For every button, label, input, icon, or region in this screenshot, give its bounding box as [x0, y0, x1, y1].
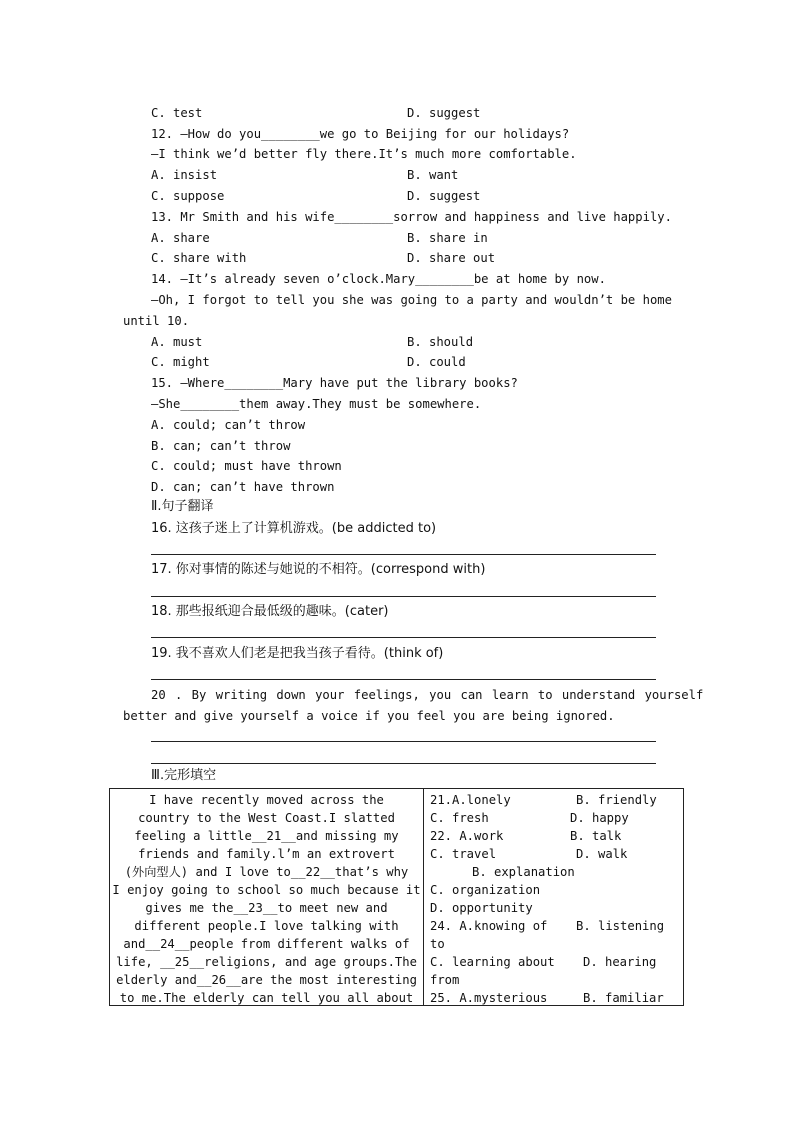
q18-prompt: 18. 那些报纸迎合最低级的趣味。(cater) [151, 604, 389, 619]
option-23d[interactable]: D. opportunity [430, 901, 533, 915]
passage-line: and__24__people from different walks of [123, 937, 410, 951]
q14-option-d: D. could [407, 355, 466, 369]
passage-line: (外向型人) and I love to__22__that’s why [124, 865, 409, 879]
passage-line: elderly and__26__are the most interesting [116, 973, 417, 987]
option-25a[interactable]: 25. A.mysterious [430, 991, 548, 1005]
option-21b[interactable]: B. friendly [576, 793, 657, 807]
q13-option-d: D. share out [407, 251, 496, 265]
passage-line: I enjoy going to school so much because it [112, 883, 421, 897]
option-24d-cont: from [430, 973, 460, 987]
passage-line: gives me the__23__to meet new and [145, 901, 388, 915]
option-24a[interactable]: 24. A.knowing of [430, 919, 548, 933]
q12-option-c: C. suppose [151, 189, 225, 203]
q20-prompt-line2: better and give yourself a voice if you feel you are being ignored. [123, 709, 615, 723]
q12-reply: —I think we’d better fly there.It’s much more comfortable. [151, 147, 577, 161]
q13-option-a: A. share [151, 231, 210, 245]
passage-line: I have recently moved across the [149, 793, 384, 807]
option-23c[interactable]: C. organization [430, 883, 541, 897]
q20-answer-line2[interactable] [151, 763, 656, 764]
cloze-table [109, 788, 684, 1006]
q12-stem: 12. —How do you________we go to Beijing for our holidays? [151, 127, 570, 141]
option-24d[interactable]: D. hearing [583, 955, 657, 969]
passage-line: feeling a little__21__and missing my [134, 829, 399, 843]
q15-option-c: C. could; must have thrown [151, 459, 342, 473]
option-21d[interactable]: D. happy [570, 811, 629, 825]
option-21c[interactable]: C. fresh [430, 811, 489, 825]
option-21a[interactable]: 21.A.lonely [430, 793, 511, 807]
q14-option-a: A. must [151, 335, 203, 349]
q13-stem: 13. Mr Smith and his wife________sorrow and happiness and live happily. [151, 210, 672, 224]
section2-title: Ⅱ.句子翻译 [151, 499, 214, 514]
q11-option-d: D. suggest [407, 106, 481, 120]
option-22a[interactable]: 22. A.work [430, 829, 504, 843]
q14-reply-line2: until 10. [123, 314, 190, 328]
q14-option-c: C. might [151, 355, 210, 369]
section3-title: Ⅲ.完形填空 [151, 768, 217, 783]
q17-answer-line[interactable] [151, 596, 656, 597]
passage-line: friends and family.l’m an extrovert [138, 847, 395, 861]
passage-line: different people.I love talking with [134, 919, 399, 933]
option-24c[interactable]: C. learning about [430, 955, 555, 969]
q12-option-a: A. insist [151, 168, 218, 182]
q15-reply: —She________them away.They must be somewhere. [151, 397, 482, 411]
option-25b[interactable]: B. familiar [583, 991, 664, 1005]
option-22c[interactable]: C. travel [430, 847, 497, 861]
cloze-column-divider [423, 789, 424, 1005]
option-23b[interactable]: B. explanation [472, 865, 575, 879]
q12-option-b: B. want [407, 168, 459, 182]
q20-prompt-line1: 20 . By writing down your feelings, you can learn to understand yourself [151, 688, 704, 702]
q14-reply-line1: —Oh, I forgot to tell you she was going to a party and wouldn’t be home [151, 293, 672, 307]
passage-line: country to the West Coast.I slatted [138, 811, 395, 825]
q19-answer-line[interactable] [151, 679, 656, 680]
option-24b-cont: to [430, 937, 445, 951]
q11-option-c: C. test [151, 106, 203, 120]
option-22d[interactable]: D. walk [576, 847, 628, 861]
q12-option-d: D. suggest [407, 189, 481, 203]
q14-option-b: B. should [407, 335, 474, 349]
passage-line: life, __25__religions, and age groups.The [116, 955, 417, 969]
q17-prompt: 17. 你对事情的陈述与她说的不相符。(correspond with) [151, 562, 486, 577]
q20-answer-line1[interactable] [151, 741, 656, 742]
q16-answer-line[interactable] [151, 554, 656, 555]
q14-stem: 14. —It’s already seven o’clock.Mary________be at home by now. [151, 272, 606, 286]
passage-line: to me.The elderly can tell you all about [119, 991, 414, 1005]
q15-option-d: D. can; can’t have thrown [151, 480, 335, 494]
q15-option-a: A. could; can’t throw [151, 418, 306, 432]
q15-stem: 15. —Where________Mary have put the library books? [151, 376, 518, 390]
option-22b[interactable]: B. talk [570, 829, 622, 843]
option-24b[interactable]: B. listening [576, 919, 665, 933]
q13-option-c: C. share with [151, 251, 247, 265]
q13-option-b: B. share in [407, 231, 488, 245]
q18-answer-line[interactable] [151, 637, 656, 638]
q15-option-b: B. can; can’t throw [151, 439, 291, 453]
q16-prompt: 16. 这孩子迷上了计算机游戏。(be addicted to) [151, 521, 437, 536]
q19-prompt: 19. 我不喜欢人们老是把我当孩子看待。(think of) [151, 646, 444, 661]
